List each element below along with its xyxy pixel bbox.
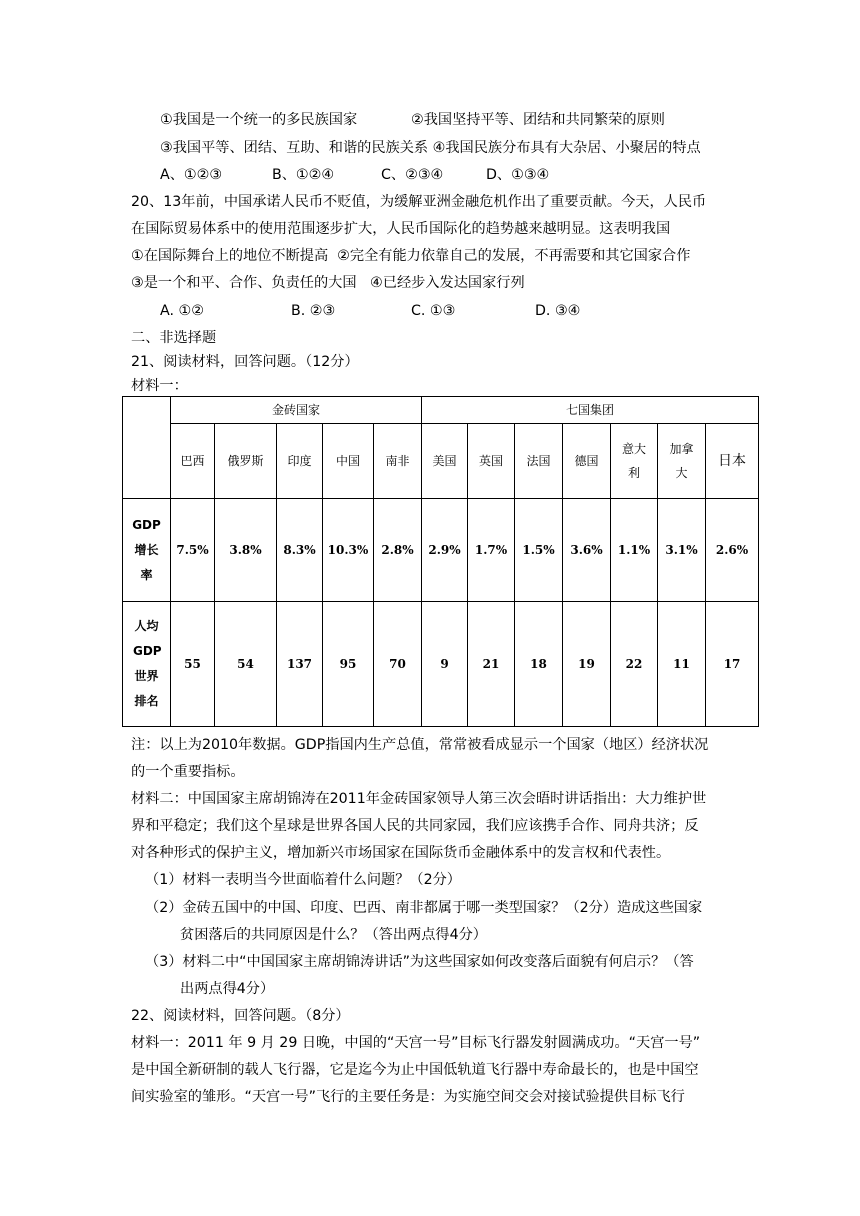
country-header: 加拿大 <box>658 424 706 499</box>
section-heading: 二、非选择题 <box>131 330 217 346</box>
table-cell-growth: 10.3% <box>323 499 374 602</box>
table-cell-growth: 1.5% <box>515 499 563 602</box>
country-header: 巴西 <box>171 424 215 499</box>
material-2-line-3: 对各种形式的保护主义，增加新兴市场国家在国际货币金融体系中的发言权和代表性。 <box>131 845 671 861</box>
q20-statements-3-4: ③是一个和平、合作、负责任的大国 ④已经步入发达国家行列 <box>131 275 525 291</box>
country-header: 俄罗斯 <box>215 424 277 499</box>
q19-option-d: D、①③④ <box>486 167 550 183</box>
table-note-line-2: 的一个重要指标。 <box>131 764 245 780</box>
q19-option-c: C、②③④ <box>381 167 444 183</box>
country-header: 意大利 <box>611 424 658 499</box>
material-2-line-1: 材料二：中国国家主席胡锦涛在2011年金砖国家领导人第三次会晤时讲话指出：大力维护世 <box>131 791 707 807</box>
country-header: 日本 <box>706 424 759 499</box>
table-cell-growth: 7.5% <box>171 499 215 602</box>
table-cell-rank: 9 <box>422 602 468 727</box>
country-header: 中国 <box>323 424 374 499</box>
sub-question-2-line-2: 贫困落后的共同原因是什么？（答出两点得4分） <box>180 927 487 943</box>
q22-material-line-1: 材料一：2011 年 9 月 29 日晚，中国的“天宫一号”目标飞行器发射圆满成功。“天宫一号” <box>131 1035 701 1051</box>
table-cell-growth: 1.1% <box>611 499 658 602</box>
table-note-line-1: 注：以上为2010年数据。GDP指国内生产总值，常常被看成显示一个国家（地区）经济状况 <box>131 737 709 753</box>
sub-question-3-line-1: （3）材料二中“中国国家主席胡锦涛讲话”为这些国家如何改变落后面貌有何启示？（答 <box>145 954 694 970</box>
q19-statement-2: ②我国坚持平等、团结和共同繁荣的原则 <box>411 112 665 128</box>
q20-option-d: D. ③④ <box>535 303 581 319</box>
sub-question-3-line-2: 出两点得4分） <box>180 981 275 997</box>
material-1-label: 材料一： <box>131 378 188 394</box>
q20-stem-line-2: 在国际贸易体系中的使用范围逐步扩大，人民币国际化的趋势越来越明显。这表明我国 <box>131 221 671 237</box>
sub-question-2-line-1: （2）金砖五国中的中国、印度、巴西、南非都属于哪一类型国家？（2分）造成这些国家 <box>145 900 703 916</box>
table-cell-rank: 19 <box>563 602 611 727</box>
group-header-brics: 金砖国家 <box>171 397 422 424</box>
row-label-gdp-per-capita-rank: 人均GDP世界排名 <box>123 602 171 727</box>
table-cell-rank: 18 <box>515 602 563 727</box>
table-cell-rank: 95 <box>323 602 374 727</box>
row-label-gdp-growth: GDP增长率 <box>123 499 171 602</box>
country-header: 美国 <box>422 424 468 499</box>
table-cell-growth: 1.7% <box>468 499 515 602</box>
table-cell-rank: 54 <box>215 602 277 727</box>
q20-option-a: A. ①② <box>160 303 204 319</box>
table-cell-rank: 11 <box>658 602 706 727</box>
table-cell-rank: 137 <box>277 602 323 727</box>
q22-heading: 22、阅读材料，回答问题。（8分） <box>131 1008 350 1024</box>
table-cell-growth: 2.8% <box>374 499 422 602</box>
group-header-g7: 七国集团 <box>422 397 759 424</box>
country-header: 英国 <box>468 424 515 499</box>
q21-heading: 21、阅读材料，回答问题。（12分） <box>131 354 359 370</box>
country-header: 南非 <box>374 424 422 499</box>
table-cell-rank: 22 <box>611 602 658 727</box>
country-header: 印度 <box>277 424 323 499</box>
sub-question-1: （1）材料一表明当今世面临着什么问题？（2分） <box>145 872 461 888</box>
country-header: 德国 <box>563 424 611 499</box>
table-corner-cell <box>123 397 171 499</box>
q19-option-b: B、①②④ <box>272 167 335 183</box>
q19-statements-3-4: ③我国平等、团结、互助、和谐的民族关系 ④我国民族分布具有大杂居、小聚居的特点 <box>160 140 701 156</box>
table-cell-rank: 21 <box>468 602 515 727</box>
table-cell-rank: 55 <box>171 602 215 727</box>
q20-option-c: C. ①③ <box>411 303 456 319</box>
q19-statement-1: ①我国是一个统一的多民族国家 <box>160 112 358 128</box>
table-cell-growth: 3.6% <box>563 499 611 602</box>
table-cell-rank: 17 <box>706 602 759 727</box>
gdp-comparison-table <box>122 396 759 727</box>
q20-statements-1-2: ①在国际舞台上的地位不断提高 ②完全有能力依靠自己的发展，不再需要和其它国家合作 <box>131 248 691 264</box>
country-header: 法国 <box>515 424 563 499</box>
q20-stem-line-1: 20、13年前，中国承诺人民币不贬值，为缓解亚洲金融危机作出了重要贡献。今天，人民币 <box>131 194 707 210</box>
table-cell-growth: 3.8% <box>215 499 277 602</box>
table-cell-rank: 70 <box>374 602 422 727</box>
table-cell-growth: 2.6% <box>706 499 759 602</box>
material-2-line-2: 界和平稳定；我们这个星球是世界各国人民的共同家园，我们应该携手合作、同舟共济；反 <box>131 818 699 834</box>
table-cell-growth: 3.1% <box>658 499 706 602</box>
q22-material-line-2: 是中国全新研制的载人飞行器，它是迄今为止中国低轨道飞行器中寿命最长的，也是中国空 <box>131 1062 699 1078</box>
q20-option-b: B. ②③ <box>291 303 336 319</box>
q19-option-a: A、①②③ <box>160 167 223 183</box>
table-cell-growth: 2.9% <box>422 499 468 602</box>
q22-material-line-3: 间实验室的雏形。“天宫一号”飞行的主要任务是：为实施空间交会对接试验提供目标飞行 <box>131 1089 685 1105</box>
table-cell-growth: 8.3% <box>277 499 323 602</box>
